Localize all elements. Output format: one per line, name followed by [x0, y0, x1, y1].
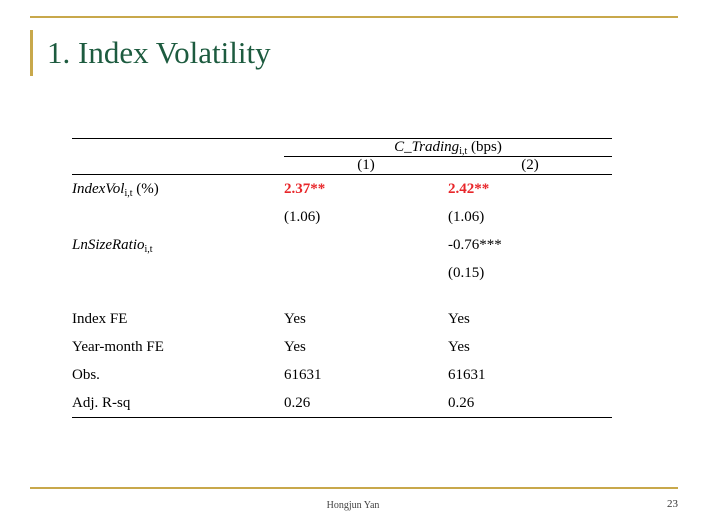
- cell-indexvol-se-2: (1.06): [448, 208, 485, 225]
- row-label-obs: Obs.: [72, 366, 100, 383]
- column-header-1: (1): [357, 157, 375, 173]
- cell-lnsizeratio-1: [284, 231, 448, 259]
- column-header-2: (2): [521, 157, 539, 173]
- cell-obs-1: 61631: [284, 366, 322, 383]
- table-row: [72, 333, 612, 361]
- depvar-subscript: i,t: [459, 146, 468, 157]
- row-label-index-fe: Index FE: [72, 310, 128, 327]
- regression-table: [72, 138, 612, 418]
- cell-indexvol-se-1: (1.06): [284, 208, 321, 225]
- row-label-blank-1: [72, 203, 284, 231]
- row-label-indexvol: [72, 175, 284, 204]
- row-label-subscript: i,t: [124, 187, 133, 199]
- table-spacer: [72, 287, 612, 305]
- row-label-adj-rsq: Adj. R-sq: [72, 394, 131, 411]
- cell-obs-2: 61631: [448, 366, 486, 383]
- table-bottom-rule: [72, 417, 612, 418]
- cell-indexvol-2: 2.42**: [448, 180, 490, 197]
- cell-indexvol-1: 2.37**: [284, 180, 326, 197]
- row-label-yearmonth-fe: Year-month FE: [72, 338, 164, 355]
- cell-lnsizeratio-se-2: (0.15): [448, 264, 485, 281]
- table-row: [72, 305, 612, 333]
- table-row: [72, 389, 612, 417]
- row-label-lnsizeratio: [72, 231, 284, 259]
- depvar-name: C_Trading: [394, 139, 460, 155]
- title-accent-bar: [30, 30, 33, 76]
- slide-title: [30, 30, 271, 76]
- row-label-text: LnSizeRatio: [72, 236, 145, 253]
- page-title: 1. Index Volatility: [47, 35, 271, 70]
- footer-author: Hongjun Yan: [326, 500, 380, 511]
- table-row: [72, 361, 612, 389]
- depvar-units: (bps): [471, 139, 502, 155]
- table-row: [72, 203, 612, 231]
- table-row: [72, 259, 612, 287]
- table-row: [72, 175, 612, 204]
- cell-adj-rsq-2: 0.26: [448, 394, 475, 411]
- table-header-columns: [72, 157, 612, 175]
- table-header-depvar: [72, 139, 612, 157]
- results-table: [72, 138, 612, 418]
- cell-yearmonth-fe-1: Yes: [284, 338, 306, 355]
- row-label-subscript: i,t: [144, 243, 153, 255]
- top-divider: [30, 16, 678, 18]
- cell-index-fe-1: Yes: [284, 310, 306, 327]
- table-row: [72, 231, 612, 259]
- cell-index-fe-2: Yes: [448, 310, 470, 327]
- cell-adj-rsq-1: 0.26: [284, 394, 311, 411]
- cell-lnsizeratio-2: -0.76***: [448, 236, 502, 253]
- bottom-divider: [30, 487, 678, 489]
- cell-yearmonth-fe-2: Yes: [448, 338, 470, 355]
- page-number: 23: [667, 498, 678, 510]
- dependent-variable-header: [284, 139, 612, 157]
- row-label-suffix: (%): [132, 180, 159, 197]
- row-label-text: IndexVol: [72, 180, 125, 197]
- row-label-blank-2: [72, 259, 284, 287]
- cell-lnsizeratio-se-1: [284, 259, 448, 287]
